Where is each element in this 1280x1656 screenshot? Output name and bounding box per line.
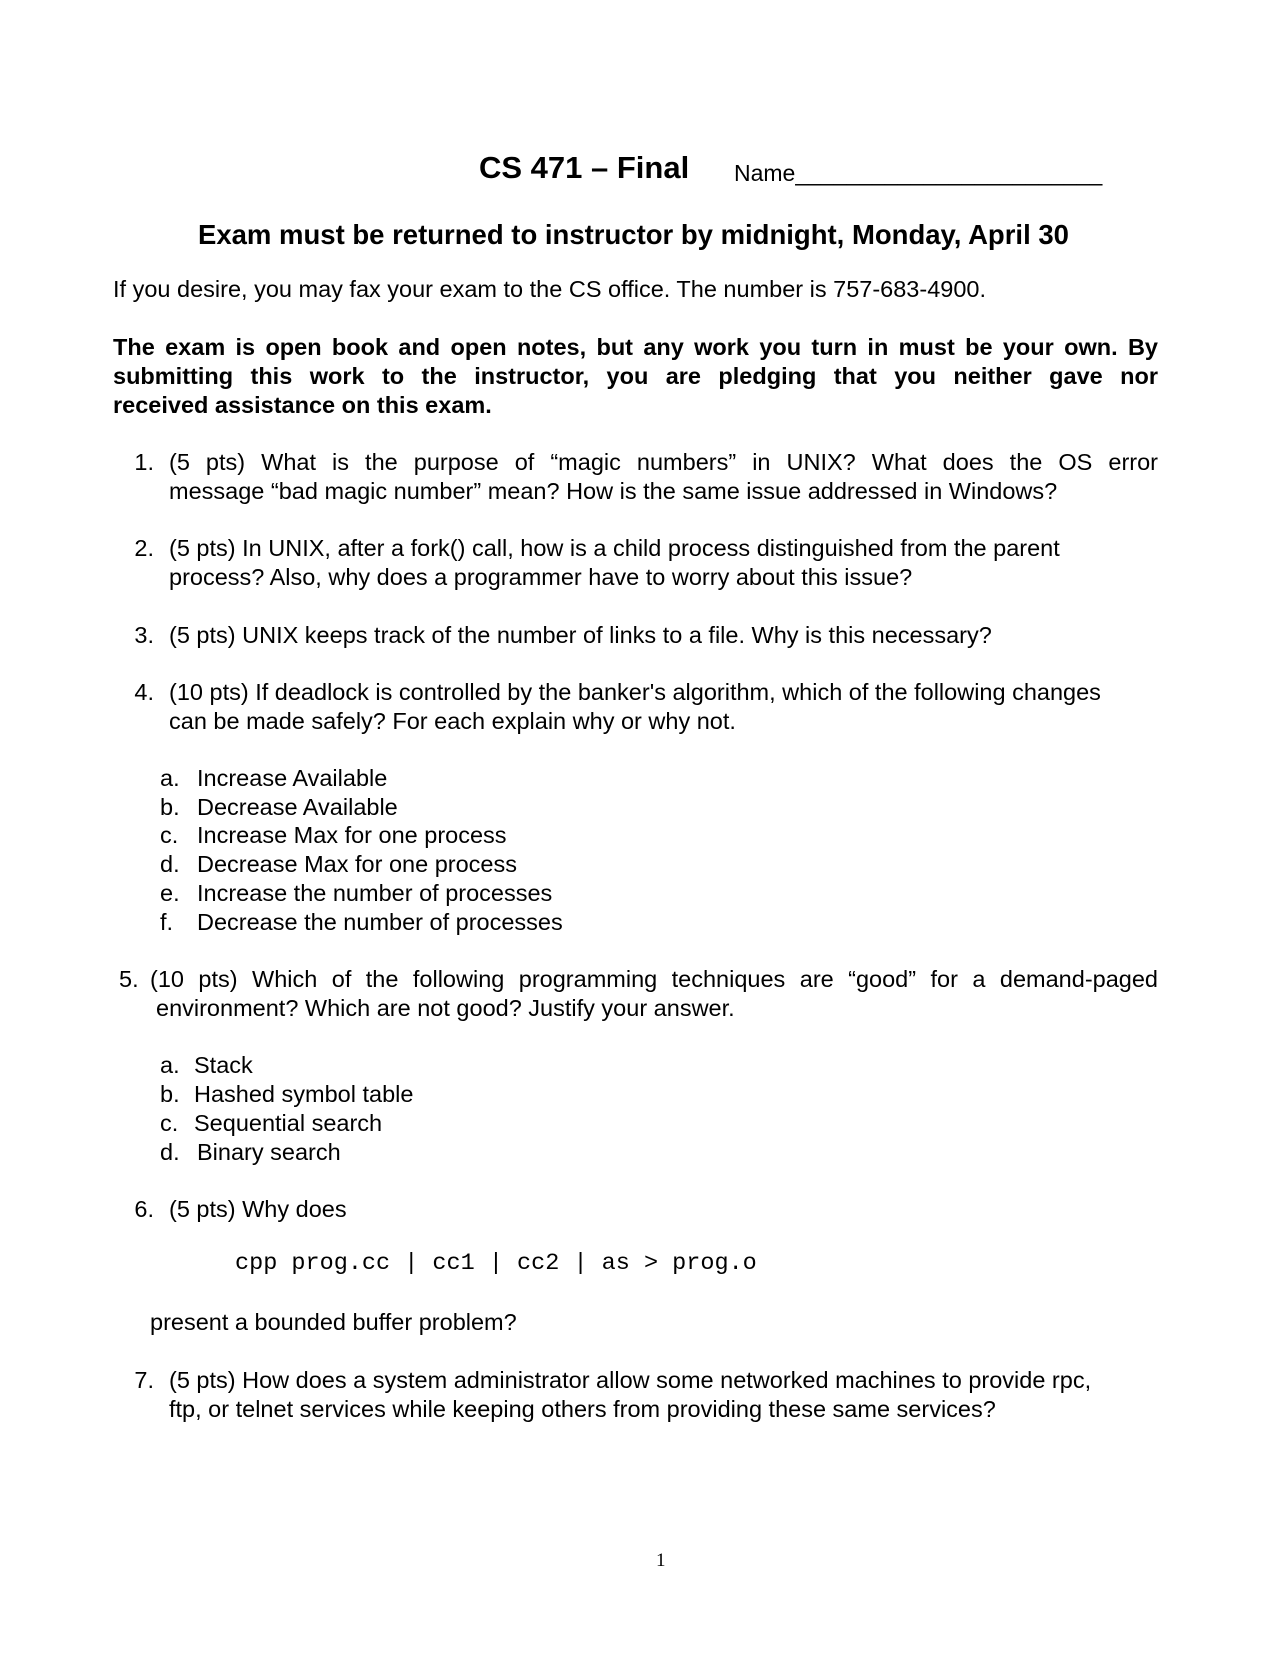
pledge-line-3: received assistance on this exam. [113,392,492,418]
question-7-line-1: (5 pts) How does a system administrator allow some networked machines to provide rpc, [169,1367,1092,1393]
q4-item-d-letter: d. [160,851,180,877]
question-4-number: 4. [134,679,154,705]
pipeline-code: cpp prog.cc | cc1 | cc2 | as > prog.o [235,1250,757,1277]
q5-item-a-text: Stack [194,1052,253,1078]
q4-item-c-letter: c. [160,822,179,848]
question-4-line-2: can be made safely? For each explain why or why not. [169,708,736,734]
question-1-number: 1. [134,449,154,475]
question-7-line-2: ftp, or telnet services while keeping others from providing these same services? [169,1396,996,1422]
q4-item-c-text: Increase Max for one process [197,822,507,848]
question-6-continuation: present a bounded buffer problem? [150,1309,517,1335]
name-field-label: Name________________________ [734,160,1103,186]
fax-note: If you desire, you may fax your exam to the CS office. The number is 757-683-4900. [113,276,987,302]
q4-item-f-text: Decrease the number of processes [197,909,563,935]
q5-item-b-letter: b. [160,1081,180,1107]
question-6-number: 6. [134,1196,154,1222]
question-2-number: 2. [134,535,154,561]
page-number: 1 [656,1550,666,1571]
q5-item-d-letter: d. [160,1139,180,1165]
q4-item-a-text: Increase Available [197,765,388,791]
question-5-number: 5. [119,966,139,992]
q5-item-b-text: Hashed symbol table [194,1081,414,1107]
q5-item-c-text: Sequential search [194,1110,383,1136]
question-3-number: 3. [134,622,154,648]
q4-item-b-text: Decrease Available [197,794,398,820]
question-1-line-2: message “bad magic number” mean? How is the same issue addressed in Windows? [169,478,1058,504]
q4-item-d-text: Decrease Max for one process [197,851,518,877]
q5-item-a-letter: a. [160,1052,180,1078]
q4-item-e-text: Increase the number of processes [197,880,553,906]
question-7-number: 7. [134,1367,154,1393]
q5-item-d-text: Binary search [197,1139,341,1165]
question-3-line-1: (5 pts) UNIX keeps track of the number of links to a file. Why is this necessary? [169,622,992,648]
question-5-line-1: (10 pts) Which of the following programming techniques are “good” for a demand-paged [150,966,1158,992]
question-5-line-2: environment? Which are not good? Justify your answer. [156,995,735,1021]
question-2-line-1: (5 pts) In UNIX, after a fork() call, how is a child process distinguished from the parent [169,535,1060,561]
q4-item-f-letter: f. [160,909,174,935]
q4-item-e-letter: e. [160,880,180,906]
pledge-line-2: submitting this work to the instructor, you are pledging that you neither gave nor [113,363,1158,389]
question-4-line-1: (10 pts) If deadlock is controlled by the banker's algorithm, which of the following changes [169,679,1101,705]
exam-title: CS 471 – Final [479,150,690,185]
question-6-line-1: (5 pts) Why does [169,1196,347,1222]
pledge-line-1: The exam is open book and open notes, but any work you turn in must be your own. By [113,334,1158,360]
q5-item-c-letter: c. [160,1110,179,1136]
question-2-line-2: process? Also, why does a programmer have to worry about this issue? [169,564,913,590]
q4-item-a-letter: a. [160,765,180,791]
exam-subtitle: Exam must be returned to instructor by midnight, Monday, April 30 [198,219,1069,250]
q4-item-b-letter: b. [160,794,180,820]
question-1-line-1: (5 pts) What is the purpose of “magic numbers” in UNIX? What does the OS error [169,449,1158,475]
